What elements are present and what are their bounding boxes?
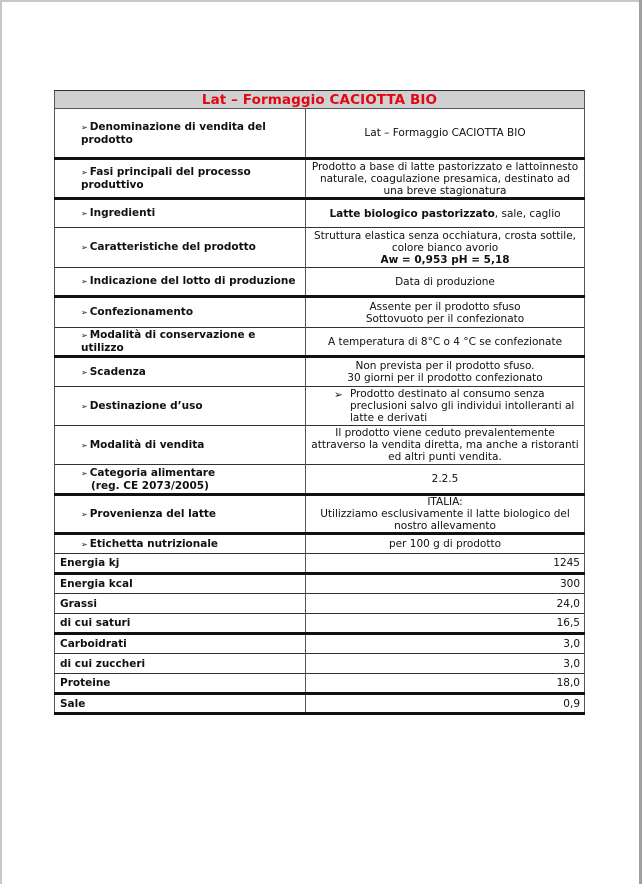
spec-row [55, 495, 585, 534]
spec-label: ➢ Modalità di conservazione e utilizzo [55, 328, 306, 357]
nutrition-row [55, 594, 585, 614]
spec-row [55, 426, 585, 465]
spec-row [55, 109, 585, 159]
arrow-bullet-icon: ➢ [81, 243, 88, 252]
spec-label: ➢ Modalità di vendita [55, 426, 306, 465]
spec-value: Assente per il prodotto sfuso Sottovuoto per il confezionato [306, 297, 585, 328]
nutrient-label: Carboidrati [55, 634, 306, 654]
nutrition-row [55, 554, 585, 574]
spec-label: ➢ Indicazione del lotto di produzione [55, 268, 306, 297]
nutrient-value: 16,5 [306, 614, 585, 634]
spec-value: Struttura elastica senza occhiatura, crosta sottile, colore bianco avorio Aw = 0,953 pH = 5,18 [306, 228, 585, 268]
spec-value: Data di produzione [306, 268, 585, 297]
bullet-arrow-icon: ➢ [334, 389, 343, 401]
arrow-bullet-icon: ➢ [81, 331, 88, 340]
spec-row [55, 328, 585, 357]
arrow-bullet-icon: ➢ [81, 401, 88, 411]
nutrition-row [55, 614, 585, 634]
arrow-bullet-icon: ➢ [81, 440, 88, 450]
spec-row [55, 297, 585, 328]
spec-value: ➢ Prodotto destinato al consumo senza preclusioni salvo gli individui intolleranti al latte e derivati [306, 387, 585, 426]
arrow-bullet-icon: ➢ [81, 367, 88, 377]
spec-value: per 100 g di prodotto [306, 534, 585, 554]
spec-label: ➢ Destinazione d’uso [55, 387, 306, 426]
nutrient-value: 0,9 [306, 694, 585, 714]
spec-label: ➢ Ingredienti [55, 199, 306, 228]
spec-label: ➢ Categoria alimentare (reg. CE 2073/2005) [55, 465, 306, 495]
arrow-bullet-icon: ➢ [81, 209, 88, 218]
nutrition-row [55, 634, 585, 654]
nutrition-row [55, 574, 585, 594]
arrow-bullet-icon: ➢ [81, 277, 88, 286]
spec-row [55, 387, 585, 426]
nutrient-value: 3,0 [306, 634, 585, 654]
spec-row [55, 534, 585, 554]
nutrient-label: di cui saturi [55, 614, 306, 634]
spec-row [55, 199, 585, 228]
nutrient-label: Grassi [55, 594, 306, 614]
spec-row [55, 159, 585, 199]
nutrition-row [55, 674, 585, 694]
arrow-bullet-icon: ➢ [81, 509, 88, 519]
nutrient-label: Proteine [55, 674, 306, 694]
nutrient-value: 24,0 [306, 594, 585, 614]
spec-value: ITALIA: Utilizziamo esclusivamente il latte biologico del nostro allevamento [306, 495, 585, 534]
nutrient-label: Energia kj [55, 554, 306, 574]
product-title: Lat – Formaggio CACIOTTA BIO [55, 91, 585, 109]
arrow-bullet-icon: ➢ [81, 468, 88, 478]
table-title-row [55, 91, 585, 109]
nutrient-value: 1245 [306, 554, 585, 574]
nutrient-label: di cui zuccheri [55, 654, 306, 674]
spec-value: Prodotto a base di latte pastorizzato e lattoinnesto naturale, coagulazione presamica, destinato ad una breve stagionatura [306, 159, 585, 199]
nutrient-value: 18,0 [306, 674, 585, 694]
spec-row [55, 228, 585, 268]
nutrient-value: 3,0 [306, 654, 585, 674]
spec-value: 2.2.5 [306, 465, 585, 495]
nutrition-row [55, 654, 585, 674]
arrow-bullet-icon: ➢ [81, 539, 88, 549]
nutrient-label: Energia kcal [55, 574, 306, 594]
spec-row [55, 357, 585, 387]
spec-label: ➢ Denominazione di vendita del prodotto [55, 109, 306, 159]
arrow-bullet-icon: ➢ [81, 168, 88, 177]
product-spec-table [54, 90, 585, 715]
page-edge [639, 0, 642, 884]
spec-row [55, 465, 585, 495]
spec-value: Il prodotto viene ceduto prevalentemente attraverso la vendita diretta, ma anche a ristoranti ed altri punti vendita. [306, 426, 585, 465]
nutrition-row [55, 694, 585, 714]
spec-label: ➢ Fasi principali del processo produttivo [55, 159, 306, 199]
spec-label: ➢ Scadenza [55, 357, 306, 387]
spec-label: ➢ Provenienza del latte [55, 495, 306, 534]
arrow-bullet-icon: ➢ [81, 308, 88, 317]
arrow-bullet-icon: ➢ [81, 122, 88, 132]
spec-value: Latte biologico pastorizzato, sale, caglio [306, 199, 585, 228]
spec-value: A temperatura di 8°C o 4 °C se confezionate [306, 328, 585, 357]
spec-value: Non prevista per il prodotto sfuso. 30 giorni per il prodotto confezionato [306, 357, 585, 387]
spec-label: ➢ Confezionamento [55, 297, 306, 328]
spec-label: ➢ Caratteristiche del prodotto [55, 228, 306, 268]
nutrient-value: 300 [306, 574, 585, 594]
spec-label: ➢ Etichetta nutrizionale [55, 534, 306, 554]
nutrient-label: Sale [55, 694, 306, 714]
spec-value: Lat – Formaggio CACIOTTA BIO [306, 109, 585, 159]
spec-row [55, 268, 585, 297]
